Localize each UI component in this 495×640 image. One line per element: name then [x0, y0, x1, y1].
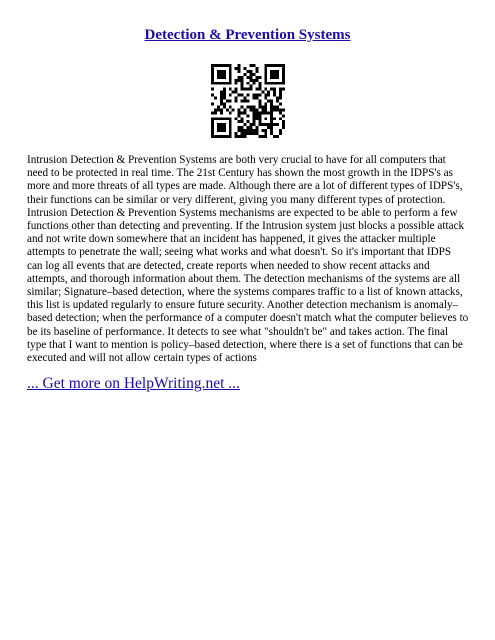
document-body-text: Intrusion Detection & Prevention Systems are both very crucial to have for all computers that need to be protected in real time. The 21st Century has shown the most growth in the IDPS's as more and more threats of all types are made. Although there are a lot of different types of IDPS's, their functions can be similar or very different, giving you many different types of protection. Intrusion Detection & Prevention Systems mechanisms are expected to be able to perform a few functions other than detecting and preventing. If the Intrusion system just blocks a possible attack and not write down somewhere that an incident has happened, it gives the attacker multiple attempts to penetrate the wall; seeing what works and what doesn't. So it's important that IDPS can log all events that are detected, create reports when needed to show recent attacks and attempts, and thorough information about them. The detection mechanisms of the systems are all similar; Signature–based detection, where the systems compares traffic to a list of known attacks, this list is updated regularly to ensure future security. Another detection mechanism is anomaly–based detection; when the performance of a computer doesn't match what the computer believes to be its baseline of performance. It detects to see what "shouldn't be" and takes action. The final type that I want to mention is policy–based detection, where there is a set of functions that can be executed and will not allow certain types of actions [27, 154, 469, 365]
qr-code-icon [211, 64, 285, 138]
document-title-link[interactable]: Detection & Prevention Systems [144, 27, 351, 43]
get-more-link[interactable]: ... Get more on HelpWriting.net ... [27, 375, 240, 392]
